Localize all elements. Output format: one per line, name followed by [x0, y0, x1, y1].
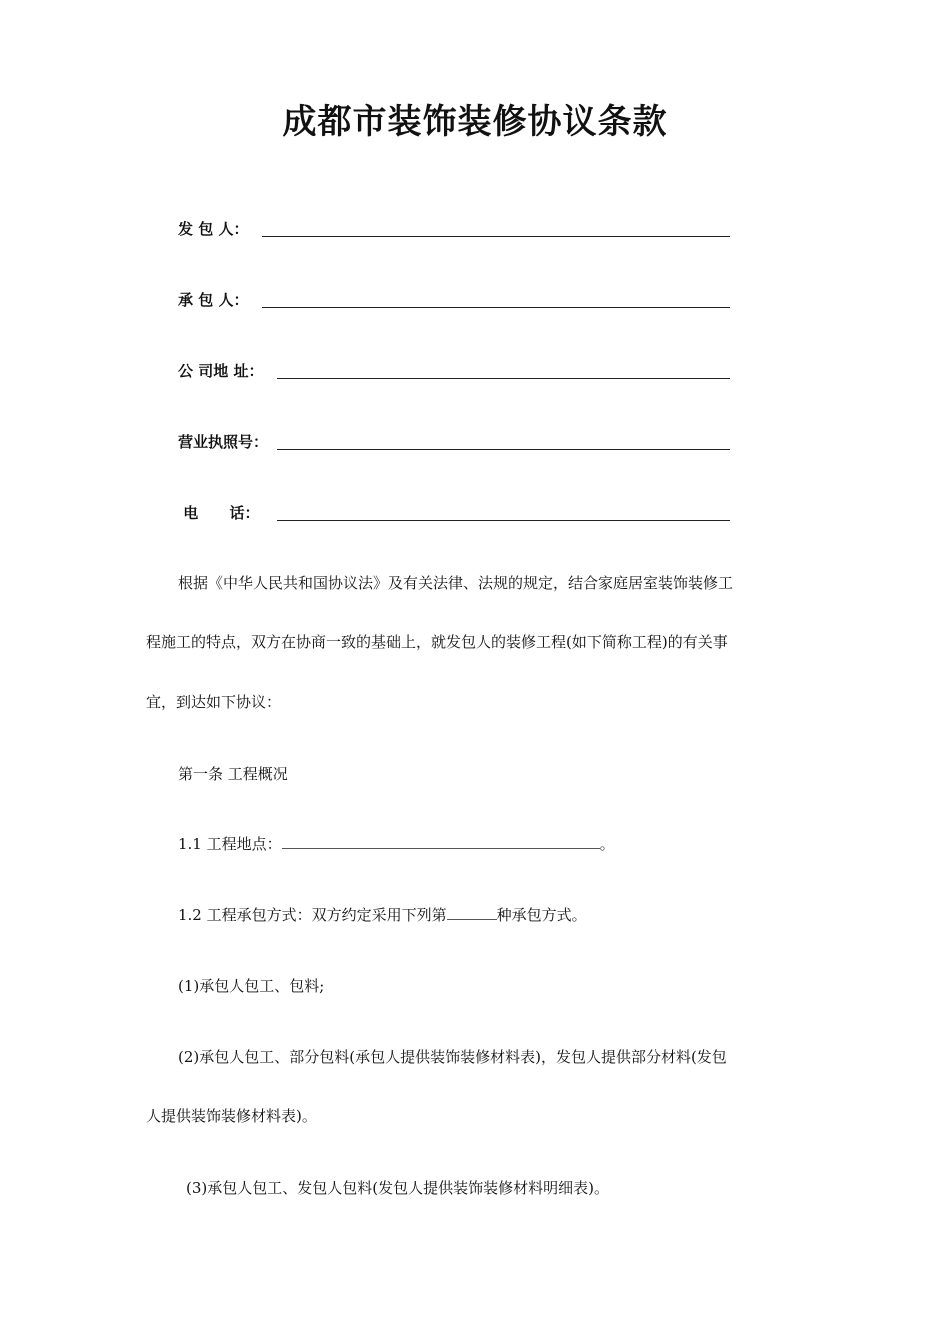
- option-3: (3)承包人包工、发包人包料(发包人提供装饰装修材料明细表)。: [186, 1179, 609, 1197]
- intro-line-2: 程施工的特点，双方在协商一致的基础上，就发包人的装修工程(如下简称工程)的有关事: [146, 633, 728, 651]
- item-1-1: [178, 834, 615, 854]
- item-1-2-suffix: 种承包方式。: [496, 906, 587, 924]
- intro-line-1: 根据《中华人民共和国协议法》及有关法律、法规的规定，结合家庭居室装饰装修工: [178, 574, 734, 592]
- address-blank-line: [277, 378, 730, 379]
- location-blank-line: [282, 836, 600, 849]
- option-number-blank-line: [447, 907, 497, 920]
- party-a-field: [178, 218, 738, 246]
- document-title: 成都市装饰装修协议条款: [282, 102, 668, 142]
- item-1-1-prefix: 1.1 工程地点：: [178, 835, 282, 853]
- license-label: 营业执照号：: [178, 433, 269, 451]
- address-field: [178, 360, 738, 388]
- option-1: (1)承包人包工、包料;: [178, 977, 325, 995]
- intro-line-3: 宜，到达如下协议：: [146, 693, 282, 711]
- item-1-2: [178, 905, 587, 925]
- article-1-heading: 第一条 工程概况: [178, 765, 288, 783]
- party-b-field: [178, 289, 738, 317]
- item-1-2-prefix: 1.2 工程承包方式：双方约定采用下列第: [178, 906, 447, 924]
- party-a-blank-line: [262, 236, 730, 237]
- phone-field: [178, 502, 738, 530]
- option-2-line-2: 人提供装饰装修材料表)。: [146, 1107, 317, 1125]
- party-a-label: 发 包 人：: [178, 220, 249, 238]
- party-b-blank-line: [262, 307, 730, 308]
- phone-label: 电 话：: [178, 504, 260, 522]
- party-b-label: 承 包 人：: [178, 291, 249, 309]
- license-field: [178, 431, 738, 459]
- option-2-line-1: (2)承包人包工、部分包料(承包人提供装饰装修材料表)，发包人提供部分材料(发包: [178, 1048, 727, 1066]
- license-blank-line: [277, 449, 730, 450]
- address-label: 公 司地 址：: [178, 362, 264, 380]
- item-1-1-suffix: 。: [599, 835, 615, 853]
- phone-blank-line: [277, 520, 730, 521]
